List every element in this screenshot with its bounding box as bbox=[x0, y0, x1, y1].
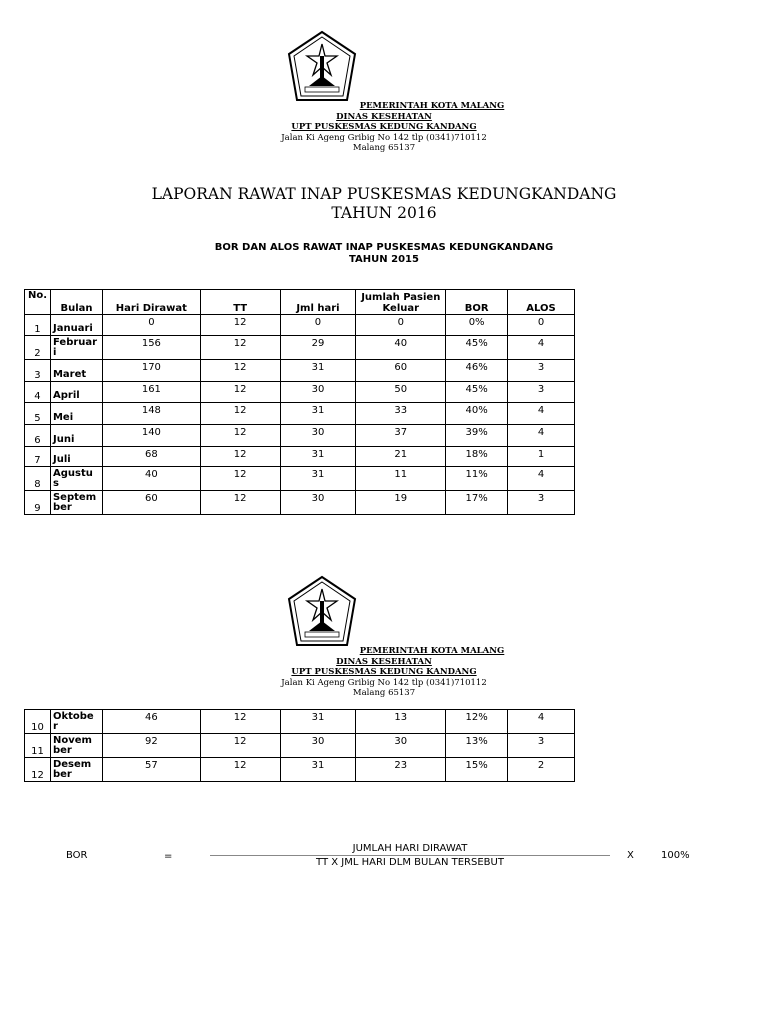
cell-bor: 0% bbox=[446, 315, 508, 336]
cell-jml: 29 bbox=[280, 336, 356, 360]
cell-jml: 30 bbox=[280, 382, 356, 403]
cell-tt: 12 bbox=[200, 360, 280, 382]
table-row bbox=[25, 447, 575, 467]
cell-jml: 31 bbox=[280, 710, 356, 734]
formula-label: BOR bbox=[66, 850, 88, 861]
cell-bulan: Juli bbox=[50, 447, 102, 467]
cell-pasien: 21 bbox=[356, 447, 446, 467]
cell-bulan: Desem ber bbox=[50, 758, 102, 782]
cell-no: 4 bbox=[25, 382, 51, 403]
cell-pasien: 40 bbox=[356, 336, 446, 360]
report-year: TAHUN 2016 bbox=[331, 204, 437, 222]
table-row bbox=[25, 403, 575, 425]
letterhead-address: Jalan Ki Ageng Gribig No 142 tlp (0341)710112 bbox=[281, 132, 487, 143]
cell-tt: 12 bbox=[200, 315, 280, 336]
table-row bbox=[25, 425, 575, 447]
formula-times: X bbox=[627, 850, 634, 861]
cell-no: 1 bbox=[25, 315, 51, 336]
cell-alos: 4 bbox=[508, 336, 575, 360]
cell-alos: 4 bbox=[508, 710, 575, 734]
cell-bulan: Septem ber bbox=[50, 491, 102, 515]
letterhead-city: Malang 65137 bbox=[352, 143, 416, 153]
cell-bor: 45% bbox=[446, 336, 508, 360]
cell-tt: 12 bbox=[200, 710, 280, 734]
cell-bulan: Oktobe r bbox=[50, 710, 102, 734]
letterhead-bottom bbox=[0, 646, 768, 699]
cell-hari: 40 bbox=[102, 467, 200, 491]
cell-bulan: Mei bbox=[50, 403, 102, 425]
cell-bor: 13% bbox=[446, 734, 508, 758]
cell-no: 7 bbox=[25, 447, 51, 467]
table-row bbox=[25, 710, 575, 734]
header-tt: TT bbox=[200, 290, 280, 315]
bor-alos-table-continued bbox=[24, 709, 575, 782]
cell-tt: 12 bbox=[200, 382, 280, 403]
table-row bbox=[25, 315, 575, 336]
letterhead-top bbox=[0, 101, 768, 154]
cell-hari: 170 bbox=[102, 360, 200, 382]
cell-no: 8 bbox=[25, 467, 51, 491]
formula-equals: = bbox=[164, 851, 173, 862]
cell-tt: 12 bbox=[200, 425, 280, 447]
cell-no: 6 bbox=[25, 425, 51, 447]
cell-no: 11 bbox=[25, 734, 51, 758]
cell-tt: 12 bbox=[200, 467, 280, 491]
cell-bulan: Novem ber bbox=[50, 734, 102, 758]
cell-alos: 4 bbox=[508, 425, 575, 447]
cell-jml: 31 bbox=[280, 403, 356, 425]
cell-alos: 0 bbox=[508, 315, 575, 336]
report-title bbox=[0, 185, 768, 223]
header-jumlah-pasien: Jumlah Pasien Keluar bbox=[356, 290, 446, 315]
report-subyear: TAHUN 2015 bbox=[349, 254, 419, 265]
formula-percent: 100% bbox=[661, 850, 690, 861]
header-no: No. bbox=[25, 290, 51, 315]
cell-alos: 3 bbox=[508, 360, 575, 382]
table-row bbox=[25, 360, 575, 382]
formula-fraction-line bbox=[210, 855, 610, 856]
table-row bbox=[25, 336, 575, 360]
cell-hari: 0 bbox=[102, 315, 200, 336]
cell-bor: 12% bbox=[446, 710, 508, 734]
header-alos: ALOS bbox=[508, 290, 575, 315]
cell-alos: 3 bbox=[508, 491, 575, 515]
cell-jml: 30 bbox=[280, 491, 356, 515]
table-row bbox=[25, 758, 575, 782]
header-jml-hari: Jml hari bbox=[280, 290, 356, 315]
cell-pasien: 11 bbox=[356, 467, 446, 491]
cell-tt: 12 bbox=[200, 734, 280, 758]
cell-hari: 140 bbox=[102, 425, 200, 447]
cell-tt: 12 bbox=[200, 447, 280, 467]
city-emblem-logo bbox=[287, 30, 357, 104]
cell-pasien: 33 bbox=[356, 403, 446, 425]
cell-jml: 31 bbox=[280, 467, 356, 491]
report-title-line: LAPORAN RAWAT INAP PUSKESMAS KEDUNGKANDANG bbox=[151, 185, 617, 203]
letterhead-line2: DINAS KESEHATAN bbox=[336, 656, 432, 667]
letterhead-line3: UPT PUSKESMAS KEDUNG KANDANG bbox=[291, 667, 477, 677]
cell-pasien: 0 bbox=[356, 315, 446, 336]
cell-no: 9 bbox=[25, 491, 51, 515]
cell-hari: 68 bbox=[102, 447, 200, 467]
cell-hari: 57 bbox=[102, 758, 200, 782]
cell-bor: 11% bbox=[446, 467, 508, 491]
table-row bbox=[25, 382, 575, 403]
cell-pasien: 60 bbox=[356, 360, 446, 382]
cell-tt: 12 bbox=[200, 403, 280, 425]
cell-bulan: Juni bbox=[50, 425, 102, 447]
cell-hari: 92 bbox=[102, 734, 200, 758]
cell-no: 10 bbox=[25, 710, 51, 734]
cell-pasien: 30 bbox=[356, 734, 446, 758]
cell-bulan: Maret bbox=[50, 360, 102, 382]
cell-tt: 12 bbox=[200, 758, 280, 782]
header-bor: BOR bbox=[446, 290, 508, 315]
cell-alos: 4 bbox=[508, 403, 575, 425]
cell-bor: 39% bbox=[446, 425, 508, 447]
cell-jml: 0 bbox=[280, 315, 356, 336]
cell-bulan: Agustu s bbox=[50, 467, 102, 491]
cell-bor: 46% bbox=[446, 360, 508, 382]
cell-hari: 46 bbox=[102, 710, 200, 734]
cell-pasien: 23 bbox=[356, 758, 446, 782]
cell-pasien: 37 bbox=[356, 425, 446, 447]
letterhead-line2: DINAS KESEHATAN bbox=[336, 111, 432, 122]
table-row bbox=[25, 467, 575, 491]
cell-bor: 17% bbox=[446, 491, 508, 515]
cell-pasien: 50 bbox=[356, 382, 446, 403]
cell-no: 12 bbox=[25, 758, 51, 782]
cell-alos: 4 bbox=[508, 467, 575, 491]
cell-hari: 156 bbox=[102, 336, 200, 360]
cell-bulan: April bbox=[50, 382, 102, 403]
cell-no: 2 bbox=[25, 336, 51, 360]
table-row bbox=[25, 734, 575, 758]
cell-jml: 31 bbox=[280, 360, 356, 382]
cell-bor: 40% bbox=[446, 403, 508, 425]
header-hari-dirawat: Hari Dirawat bbox=[102, 290, 200, 315]
cell-bulan: Januari bbox=[50, 315, 102, 336]
report-subtitle bbox=[0, 242, 768, 266]
cell-no: 3 bbox=[25, 360, 51, 382]
letterhead-line3: UPT PUSKESMAS KEDUNG KANDANG bbox=[291, 122, 477, 132]
cell-hari: 161 bbox=[102, 382, 200, 403]
cell-pasien: 13 bbox=[356, 710, 446, 734]
city-emblem-logo-2 bbox=[287, 575, 357, 649]
letterhead-line1: PEMERINTAH KOTA MALANG bbox=[359, 101, 505, 111]
cell-no: 5 bbox=[25, 403, 51, 425]
cell-hari: 60 bbox=[102, 491, 200, 515]
letterhead-address: Jalan Ki Ageng Gribig No 142 tlp (0341)710112 bbox=[281, 677, 487, 688]
table-header-row bbox=[25, 290, 575, 315]
letterhead-line1: PEMERINTAH KOTA MALANG bbox=[359, 646, 505, 656]
header-bulan: Bulan bbox=[50, 290, 102, 315]
cell-alos: 2 bbox=[508, 758, 575, 782]
cell-tt: 12 bbox=[200, 491, 280, 515]
table-row bbox=[25, 491, 575, 515]
cell-jml: 31 bbox=[280, 447, 356, 467]
cell-pasien: 19 bbox=[356, 491, 446, 515]
cell-alos: 3 bbox=[508, 734, 575, 758]
cell-jml: 31 bbox=[280, 758, 356, 782]
formula-denominator: TT X JML HARI DLM BULAN TERSEBUT bbox=[316, 857, 504, 868]
cell-alos: 3 bbox=[508, 382, 575, 403]
letterhead-city: Malang 65137 bbox=[352, 688, 416, 698]
cell-bor: 18% bbox=[446, 447, 508, 467]
bor-alos-table bbox=[24, 289, 575, 515]
cell-bor: 45% bbox=[446, 382, 508, 403]
cell-bulan: Februar i bbox=[50, 336, 102, 360]
formula-numerator: JUMLAH HARI DIRAWAT bbox=[352, 843, 468, 854]
cell-bor: 15% bbox=[446, 758, 508, 782]
cell-jml: 30 bbox=[280, 425, 356, 447]
cell-jml: 30 bbox=[280, 734, 356, 758]
cell-alos: 1 bbox=[508, 447, 575, 467]
report-subtitle-line: BOR DAN ALOS RAWAT INAP PUSKESMAS KEDUNGKANDANG bbox=[214, 242, 554, 253]
cell-hari: 148 bbox=[102, 403, 200, 425]
cell-tt: 12 bbox=[200, 336, 280, 360]
